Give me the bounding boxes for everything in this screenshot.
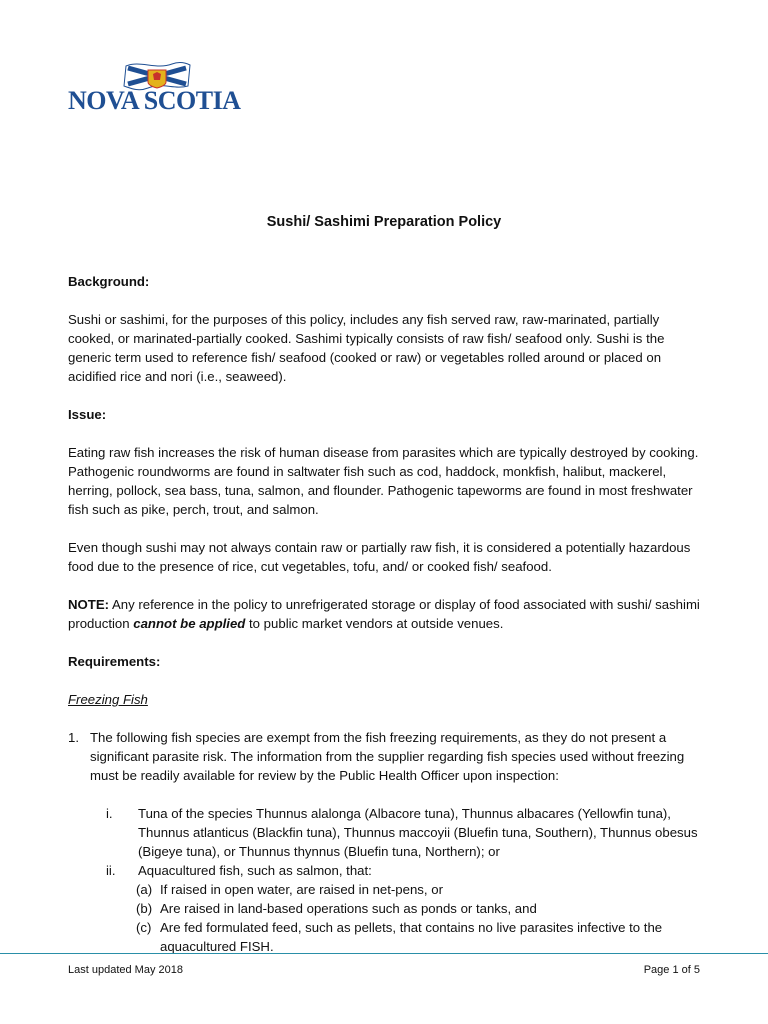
footer-page-number: Page 1 of 5 bbox=[643, 964, 700, 976]
list-item bbox=[90, 880, 708, 899]
issue-paragraph-1: Eating raw fish increases the risk of human disease from parasites which are typically destroyed by cooking. Pathogenic roundworms are found in saltwater fish such as cod, haddock, monkfish, halibut, mackerel, herring, pollock, sea bass, tuna, salmon, and flounder. Pathogenic tapeworms are found in most freshwater fish such as pike, perch, trout, and salmon. bbox=[68, 445, 699, 517]
background-text: Sushi or sashimi, for the purposes of this policy, includes any fish served raw, raw-marinated, partially cooked, or marinated-partially cooked. Sashimi typically consists of raw fish/ seafood only. Sushi is the generic term used to reference fish/ seafood (cooked or raw) or vegetables rolled around or placed on acidified rice and nori (i.e., seaweed). bbox=[68, 312, 665, 384]
aquaculture-condition-a: If raised in open water, are raised in net-pens, or bbox=[160, 882, 443, 897]
exemption-list bbox=[90, 804, 708, 956]
nova-scotia-logo bbox=[68, 60, 248, 114]
note-text-after: to public market vendors at outside venues. bbox=[245, 616, 504, 631]
issue-heading: Issue: bbox=[68, 407, 107, 422]
list-marker: i. bbox=[106, 806, 113, 821]
note-paragraph bbox=[68, 595, 708, 633]
footer-divider bbox=[0, 953, 768, 954]
exemption-tuna-text: Tuna of the species Thunnus alalonga (Albacore tuna), Thunnus albacares (Yellowfin tuna), Thunnus atlanticus (Blackfin tuna), Thunnus maccoyii (Bluefin tuna, Southern), Thunnus obesus (Bigeye tuna), or Thunnus thynnus (Bluefin tuna, Northern); or bbox=[138, 806, 698, 859]
list-marker: (c) bbox=[136, 920, 152, 935]
page-title: Sushi/ Sashimi Preparation Policy bbox=[266, 214, 502, 230]
note-emphasis: cannot be applied bbox=[133, 616, 246, 631]
exemption-aquaculture-text: Aquacultured fish, such as salmon, that: bbox=[138, 863, 372, 878]
note-label: NOTE: bbox=[68, 597, 110, 612]
background-heading: Background: bbox=[68, 274, 150, 289]
requirement-item-1 bbox=[68, 728, 708, 956]
list-item bbox=[90, 804, 708, 861]
list-marker: (b) bbox=[136, 901, 153, 916]
list-marker: (a) bbox=[136, 882, 153, 897]
issue-paragraph-2: Even though sushi may not always contain raw or partially raw fish, it is considered a potentially hazardous food due to the presence of rice, cut vegetables, tofu, and/ or cooked fish/ seafood. bbox=[68, 540, 691, 574]
freezing-fish-subheading: Freezing Fish bbox=[68, 692, 148, 707]
logo-wordmark: NOVA SCOTIA bbox=[68, 86, 241, 115]
list-item bbox=[90, 899, 708, 918]
list-marker: ii. bbox=[106, 863, 116, 878]
list-item bbox=[90, 861, 708, 880]
aquaculture-condition-c: Are fed formulated feed, such as pellets, that contains no live parasites infective to the aquacultured FISH. bbox=[160, 920, 663, 954]
aquaculture-condition-b: Are raised in land-based operations such as ponds or tanks, and bbox=[160, 901, 537, 916]
requirements-heading: Requirements: bbox=[68, 654, 161, 669]
list-item bbox=[90, 918, 708, 956]
note-text-before: Any reference in the policy to unrefrigerated storage or display of food associated with sushi/ sashimi production bbox=[68, 597, 700, 631]
footer-last-updated: Last updated May 2018 bbox=[68, 964, 183, 976]
list-marker: 1. bbox=[68, 730, 79, 745]
document-body bbox=[68, 272, 708, 956]
requirement-item-1-text: The following fish species are exempt from the fish freezing requirements, as they do not present a significant parasite risk. The information from the supplier regarding fish species used without freezing must be readily available for review by the Public Health Officer upon inspection: bbox=[90, 730, 685, 783]
